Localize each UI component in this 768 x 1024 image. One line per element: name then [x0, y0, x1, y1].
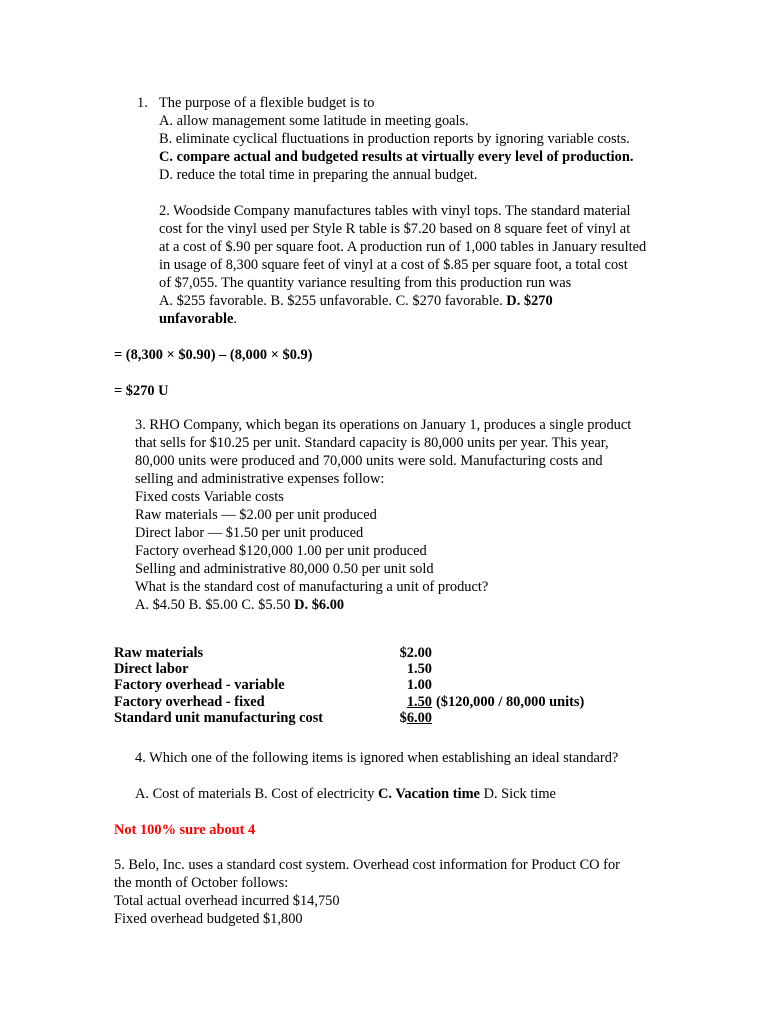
- question-2-answer-part2: unfavorable: [159, 311, 234, 327]
- table-row-value: 1.00: [406, 677, 432, 694]
- question-3-line: What is the standard cost of manufacturing a unit of product?: [135, 579, 489, 595]
- table-row-label: Factory overhead - fixed: [114, 693, 265, 710]
- question-3-line: Fixed costs Variable costs: [135, 489, 284, 505]
- table-row-value: $2.00: [399, 645, 432, 661]
- question-3-options: [135, 596, 344, 614]
- question-1-option-c-answer: C. compare actual and budgeted results at virtually every level of production.: [159, 149, 634, 165]
- question-2-answer-continued: [159, 310, 237, 328]
- question-3-options-plain: A. $4.50 B. $5.00 C. $5.50: [135, 597, 291, 613]
- question-1-option-b: B. eliminate cyclical fluctuations in production reports by ignoring variable costs.: [159, 131, 630, 147]
- question-3-line: Selling and administrative 80,000 0.50 per unit sold: [135, 561, 434, 577]
- question-5-line: 5. Belo, Inc. uses a standard cost system. Overhead cost information for Product CO for: [114, 857, 620, 873]
- question-1-stem: The purpose of a flexible budget is to: [159, 95, 375, 111]
- question-2-calculation: = (8,300 × $0.90) – (8,000 × $0.9): [114, 347, 313, 363]
- question-4-options-after: D. Sick time: [483, 786, 556, 802]
- question-2-answer-period: .: [233, 311, 237, 327]
- table-row-label: Factory overhead - variable: [114, 677, 285, 694]
- table-row-value: [384, 710, 432, 726]
- question-3-line: that sells for $10.25 per unit. Standard capacity is 80,000 units per year. This year,: [135, 435, 609, 451]
- question-3-line: Raw materials — $2.00 per unit produced: [135, 507, 377, 523]
- table-row-label: Raw materials: [114, 645, 204, 661]
- question-2-answer: D. $270: [506, 293, 553, 309]
- question-4-stem: 4. Which one of the following items is ignored when establishing an ideal standard?: [135, 750, 619, 766]
- question-2-line: at a cost of $.90 per square foot. A production run of 1,000 tables in January resulted: [159, 239, 647, 255]
- question-2-line: of $7,055. The quantity variance resulting from this production run was: [159, 275, 572, 291]
- question-3-line: selling and administrative expenses follow:: [135, 471, 385, 487]
- question-3-line: Factory overhead $120,000 1.00 per unit produced: [135, 543, 427, 559]
- question-2-line: in usage of 8,300 square feet of vinyl at a cost of $.85 per square foot, a total cost: [159, 257, 628, 273]
- question-4-answer: C. Vacation time: [378, 786, 480, 802]
- question-2-options-plain: A. $255 favorable. B. $255 unfavorable. C. $270 favorable.: [159, 293, 503, 309]
- table-row-value: 1.50: [406, 693, 432, 710]
- question-2-options: [159, 292, 553, 310]
- question-3-line: Direct labor — $1.50 per unit produced: [135, 525, 364, 541]
- question-1-option-a: A. allow management some latitude in meeting goals.: [159, 113, 469, 129]
- question-4-options: [135, 785, 556, 803]
- question-2-line: 2. Woodside Company manufactures tables with vinyl tops. The standard material: [159, 203, 631, 219]
- table-row-label: Direct labor: [114, 661, 189, 678]
- table-row-value-prefix: $: [399, 709, 407, 726]
- question-3-answer: D. $6.00: [294, 597, 345, 613]
- question-4-note: Not 100% sure about 4: [114, 822, 256, 838]
- question-2-line: cost for the vinyl used per Style R table is $7.20 based on 8 square feet of vinyl at: [159, 221, 631, 237]
- question-5-line: Total actual overhead incurred $14,750: [114, 893, 340, 909]
- table-row-label: Standard unit manufacturing cost: [114, 709, 324, 726]
- question-5-line: the month of October follows:: [114, 875, 289, 891]
- question-4-options-before: A. Cost of materials B. Cost of electricity: [135, 786, 375, 802]
- question-3-line: 80,000 units were produced and 70,000 units were sold. Manufacturing costs and: [135, 453, 603, 469]
- question-1-option-d: D. reduce the total time in preparing the annual budget.: [159, 167, 478, 183]
- table-row-value: 1.50: [406, 661, 432, 678]
- question-3-line: 3. RHO Company, which began its operations on January 1, produces a single product: [135, 417, 632, 433]
- question-1-number: 1.: [137, 95, 148, 111]
- table-row-note: ($120,000 / 80,000 units): [436, 693, 585, 710]
- question-2-result: = $270 U: [114, 383, 169, 399]
- table-row-value-underlined: 6.00: [406, 709, 432, 726]
- question-5-line: Fixed overhead budgeted $1,800: [114, 911, 303, 927]
